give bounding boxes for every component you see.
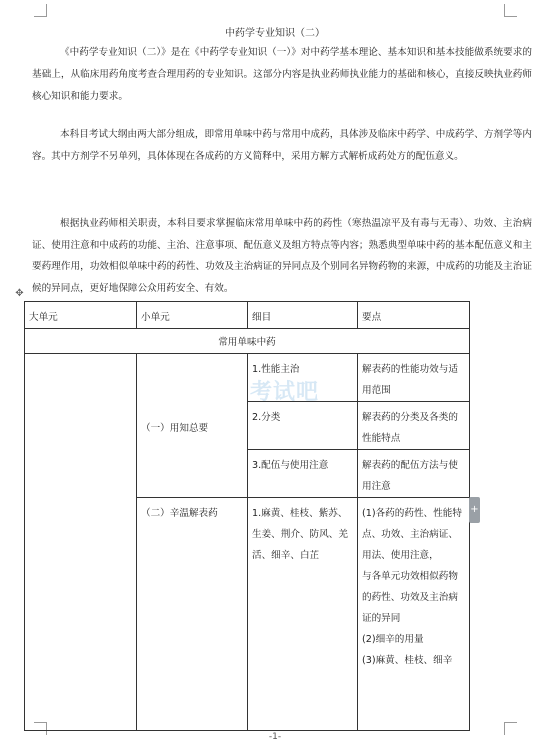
point-item: (2)细辛的用量	[362, 634, 424, 645]
syllabus-table	[24, 301, 470, 731]
header-minor-unit: 小单元	[137, 302, 248, 329]
points-cell: 解表药的分类及各类的性能特点	[358, 402, 470, 450]
point-item: (3)麻黄、桂枝、细辛	[362, 655, 453, 666]
detail-cell: 2.分类	[248, 402, 358, 450]
crop-mark-top-left	[34, 4, 47, 17]
page-title: 中药学专业知识（二）	[225, 28, 325, 39]
points-cell	[358, 498, 470, 731]
outline-paragraph: 本科目考试大纲由两大部分组成，即常用单味中药与常用中成药，具体涉及临床中药学、中成药学、方剂学等内容。其中方剂学不另单列，具体体现在各成药的方义简释中，采用方解方式解析成药处方的配伍意义。	[32, 129, 532, 162]
table-header-row	[25, 302, 470, 329]
major-unit-cell	[25, 354, 137, 731]
detail-cell: 1.性能主治	[248, 354, 358, 402]
expand-panel-button[interactable]: +	[469, 497, 480, 523]
header-key-points: 要点	[358, 302, 470, 329]
detail-cell: 1.麻黄、桂枝、紫苏、生姜、荆介、防风、羌活、细辛、白芷	[248, 498, 358, 731]
page-number: -1-	[268, 732, 282, 742]
detail-cell: 3.配伍与使用注意	[248, 450, 358, 498]
table-move-handle-icon[interactable]: ✥	[15, 288, 24, 299]
intro-paragraph: 《中药学专业知识（二）》是在《中药学专业知识（一）》对中药学基本理论、基本知识和基本技能做系统要求的基础上，从临床用药角度考查合理用药的专业知识。这部分内容是执业药师执业能力的基础和核心，直接反映执业药师核心知识和能力要求。	[32, 47, 532, 102]
minor-unit-cell: （一）用知总要	[137, 354, 248, 498]
requirements-paragraph: 根据执业药师相关职责，本科目要求掌握临床常用单味中药的药性（寒热温凉平及有毒与无毒）、功效、主治病证、使用注意和中成药的功能、主治、注意事项、配伍意义及组方特点等内容；熟悉典型单味中药的基本配伍意义和主要药理作用，功效相似单味中药的药性、功效及主治病证的异同点及个别同名异物药物的来源，中成药的功能及主治证候的异同点，更好地保障公众用药安全、有效。	[32, 218, 532, 294]
point-item: (1)各药的药性、性能特点、功效、主治病证、用法、使用注意，	[362, 508, 462, 561]
points-cell: 解表药的配伍方法与使用注意	[358, 450, 470, 498]
crop-mark-top-right	[504, 4, 517, 17]
watermark-text: 考试吧	[250, 380, 320, 405]
section-title: 常用单味中药	[25, 329, 470, 354]
header-detail: 细目	[248, 302, 358, 329]
point-item: 与各单元功效相似药物的药性、功效及主治病证的异同	[362, 571, 458, 624]
minor-unit-cell: （二）辛温解表药	[137, 498, 248, 731]
table-row	[25, 354, 470, 402]
header-major-unit: 大单元	[25, 302, 137, 329]
table-section-row	[25, 329, 470, 354]
points-cell: 解表药的性能功效与适用范围	[358, 354, 470, 402]
